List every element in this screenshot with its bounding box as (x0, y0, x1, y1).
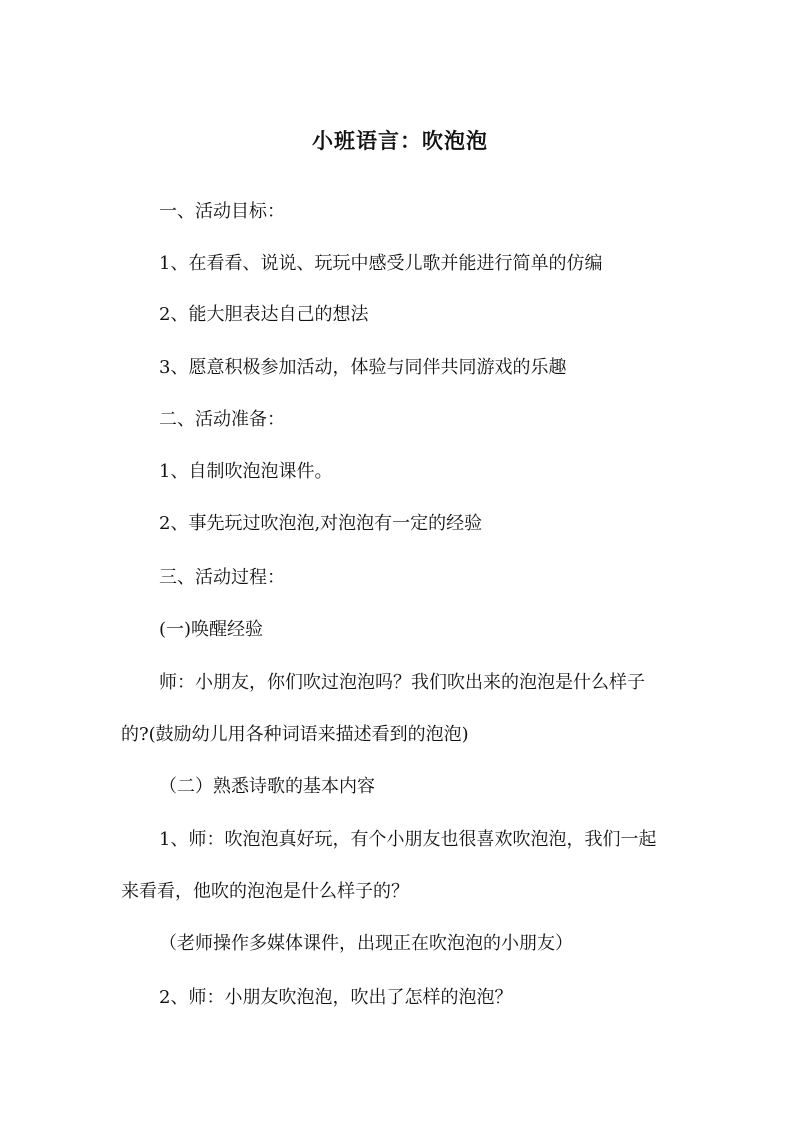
subsection-heading: (一)唤醒经验 (159, 619, 264, 640)
paragraph-line: 3、愿意积极参加活动，体验与同伴共同游戏的乐趣 (159, 357, 567, 378)
paragraph-line: 1、师：吹泡泡真好玩，有个小朋友也很喜欢吹泡泡，我们一起 (159, 829, 657, 850)
paragraph-line: 2、师：小朋友吹泡泡，吹出了怎样的泡泡？ (159, 987, 513, 1008)
section-heading-preparation: 二、活动准备： (159, 409, 285, 430)
paragraph-line-continuation: 的?(鼓励幼儿用各种词语来描述看到的泡泡) (121, 724, 469, 745)
paragraph-line: 1、自制吹泡泡课件。 (159, 461, 333, 482)
paragraph-line: （老师操作多媒体课件，出现正在吹泡泡的小朋友） (159, 933, 573, 954)
section-heading-process: 三、活动过程： (159, 567, 285, 588)
paragraph-line: 师：小朋友，你们吹过泡泡吗？我们吹出来的泡泡是什么样子 (159, 672, 645, 693)
subsection-heading: （二）熟悉诗歌的基本内容 (159, 776, 375, 797)
section-heading-goals: 一、活动目标： (159, 201, 285, 222)
paragraph-line-continuation: 来看看，他吹的泡泡是什么样子的？ (121, 881, 409, 902)
paragraph-line: 2、能大胆表达自己的想法 (159, 304, 369, 325)
paragraph-line: 1、在看看、说说、玩玩中感受儿歌并能进行简单的仿编 (159, 253, 603, 274)
document-title: 小班语言：吹泡泡 (312, 128, 488, 153)
paragraph-line: 2、事先玩过吹泡泡,对泡泡有一定的经验 (159, 513, 483, 534)
